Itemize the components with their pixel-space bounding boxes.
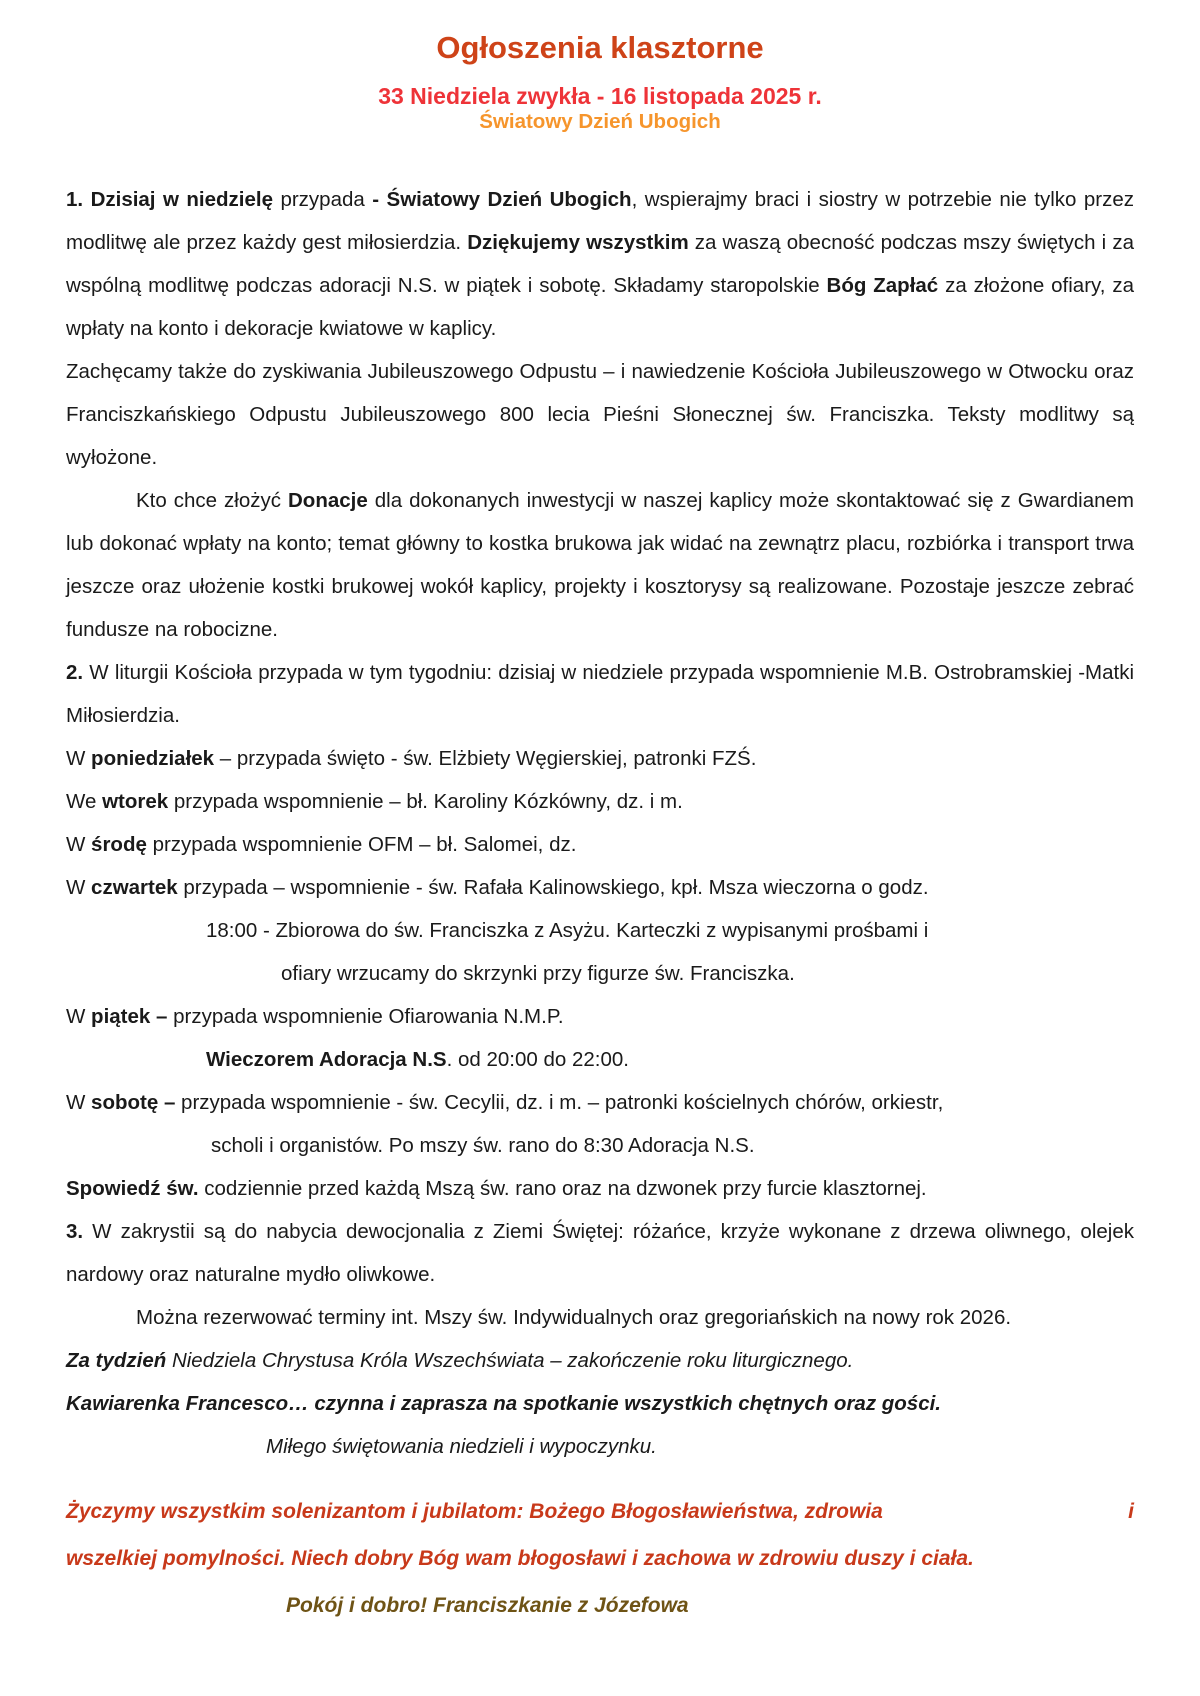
text-segment: , wspierajmy braci i siostry w potrzebie nie tylko przez modlitwę ale przez każdy gest miłosierdzia. [66,188,1134,254]
text-segment: czwartek [91,876,178,899]
document-header [0,0,1200,134]
text-segment: piątek – [91,1005,168,1028]
world-day-tagline: Światowy Dzień Ubogich [479,110,721,133]
paragraph [66,909,1134,952]
text-segment: Bóg Zapłać [826,274,939,297]
text-segment: dla dokonanych inwestycji w naszej kaplicy może skontaktować się z Gwardianem lub dokonać wpłaty na konto; temat główny to kostka brukowa jak widać na zewnątrz placu, rozbiórka i transport trwa jeszcze oraz ułożenie kostki brukowej wokół kaplicy, projekty i kosztorysy są realizowane. Pozostaje jeszcze zebrać fundusze na robocizne. [66,489,1134,641]
paragraph [66,1425,1134,1468]
text-segment: 18:00 - Zbiorowa do św. Franciszka z Asyżu. Karteczki z wypisanymi prośbami i [206,919,929,942]
paragraph [66,479,1134,651]
text-segment: Miłego świętowania niedzieli i wypoczynku. [266,1435,657,1458]
text-segment: przypada wspomnienie - św. Cecylii, dz. i m. – patronki kościelnych chórów, orkiestr, [175,1091,944,1114]
paragraph [66,1038,1134,1081]
text-segment: przypada wspomnienie – bł. Karoliny Kózkówny, dz. i m. [168,790,683,813]
text-segment: Niedziela Chrystusa Króla Wszechświata – zakończenie roku liturgicznego. [166,1349,854,1372]
text-segment: poniedziałek [91,747,215,770]
text-segment: Za tydzień [66,1349,167,1372]
text-segment: Spowiedź św. [66,1177,199,1200]
text-segment: W liturgii Kościoła przypada w tym tygodniu: dzisiaj w niedziele przypada wspomnienie M.B. Ostrobramskiej -Matki Miłosierdzia. [66,661,1134,727]
text-segment: sobotę – [91,1091,176,1114]
text-segment: przypada wspomnienie Ofiarowania N.M.P. [167,1005,564,1028]
text-segment: - Światowy Dzień Ubogich [372,188,632,211]
paragraph [66,1296,1134,1339]
paragraph [66,178,1134,350]
paragraph [66,952,1134,995]
text-segment: przypada wspomnienie OFM – bł. Salomei, dz. [146,833,577,856]
paragraph [66,1167,1134,1210]
announcement-body [66,178,1134,1468]
text-segment: Kawiarenka Francesco… czynna i zaprasza na spotkanie wszystkich chętnych oraz gości. [66,1392,942,1415]
text-segment: W [66,1091,92,1114]
text-segment: 1. Dzisiaj w niedzielę [66,188,273,211]
paragraph [66,780,1134,823]
text-segment: Kto chce złożyć [136,489,288,512]
text-segment: przypada [272,188,373,211]
text-segment: – przypada święto - św. Elżbiety Węgierskiej, patronki FZŚ. [214,747,757,770]
wishes-line-1-left: Życzymy wszystkim solenizantom i jubilatom: Bożego Błogosławieństwa, zdrowia [66,1500,883,1523]
text-segment: W [66,833,92,856]
text-segment: W [66,876,92,899]
text-segment: Wieczorem Adoracja N.S [206,1048,447,1071]
paragraph [66,737,1134,780]
text-segment: Zachęcamy także do zyskiwania Jubileuszowego Odpustu – i nawiedzenie Kościoła Jubileuszowego w Otwocku oraz Franciszkańskiego Odpustu Jubileuszowego 800 lecia Pieśni Słonecznej św. Franciszka. Teksty modlitwy są wyłożone. [66,360,1134,469]
text-segment: wtorek [102,790,169,813]
paragraph [66,995,1134,1038]
signature-line: Pokój i dobro! Franciszkanie z Józefowa [286,1594,689,1617]
paragraph [66,1124,1134,1167]
text-segment: We [66,790,103,813]
wishes-line-1-right: i [1128,1500,1134,1523]
text-segment: W [66,747,92,770]
paragraph [66,823,1134,866]
paragraph [66,1210,1134,1296]
text-segment: . od 20:00 do 22:00. [446,1048,629,1071]
sunday-date-subtitle: 33 Niedziela zwykła - 16 listopada 2025 r. [378,83,822,109]
text-segment: środę [91,833,147,856]
paragraph [66,1382,1134,1425]
text-segment: za waszą obecność podczas mszy świętych i za wspólną modlitwę podczas adoracji N.S. w piątek i sobotę. Składamy staropolskie [66,231,1134,297]
text-segment: 3. [66,1220,84,1243]
paragraph [66,866,1134,909]
text-segment: za złożone ofiary, za wpłaty na konto i dekoracje kwiatowe w kaplicy. [66,274,1134,340]
text-segment: Można rezerwować terminy int. Mszy św. Indywidualnych oraz gregoriańskich na nowy rok 2026. [136,1306,1012,1329]
wishes-line-1 [66,1488,1134,1535]
page-title: Ogłoszenia klasztorne [436,30,764,65]
text-segment: Donacje [288,489,368,512]
text-segment: ofiary wrzucamy do skrzynki przy figurze św. Franciszka. [281,962,795,985]
text-segment: przypada – wspomnienie - św. Rafała Kalinowskiego, kpł. Msza wieczorna o godz. [177,876,929,899]
text-segment: W zakrystii są do nabycia dewocjonalia z Ziemi Świętej: różańce, krzyże wykonane z drzewa oliwnego, olejek nardowy oraz naturalne mydło oliwkowe. [66,1220,1134,1286]
paragraph [66,1339,1134,1382]
text-segment: codziennie przed każdą Mszą św. rano oraz na dzwonek przy furcie klasztornej. [198,1177,927,1200]
wishes-notice [66,1488,1134,1629]
text-segment: W [66,1005,92,1028]
paragraph [66,651,1134,737]
text-segment: scholi i organistów. Po mszy św. rano do 8:30 Adoracja N.S. [211,1134,755,1157]
wishes-line-2: wszelkiej pomylności. Niech dobry Bóg wam błogosławi i zachowa w zdrowiu duszy i ciała. [66,1547,974,1570]
text-segment: Dziękujemy wszystkim [467,231,689,254]
text-segment: 2. [66,661,84,684]
paragraph [66,350,1134,479]
paragraph [66,1081,1134,1124]
